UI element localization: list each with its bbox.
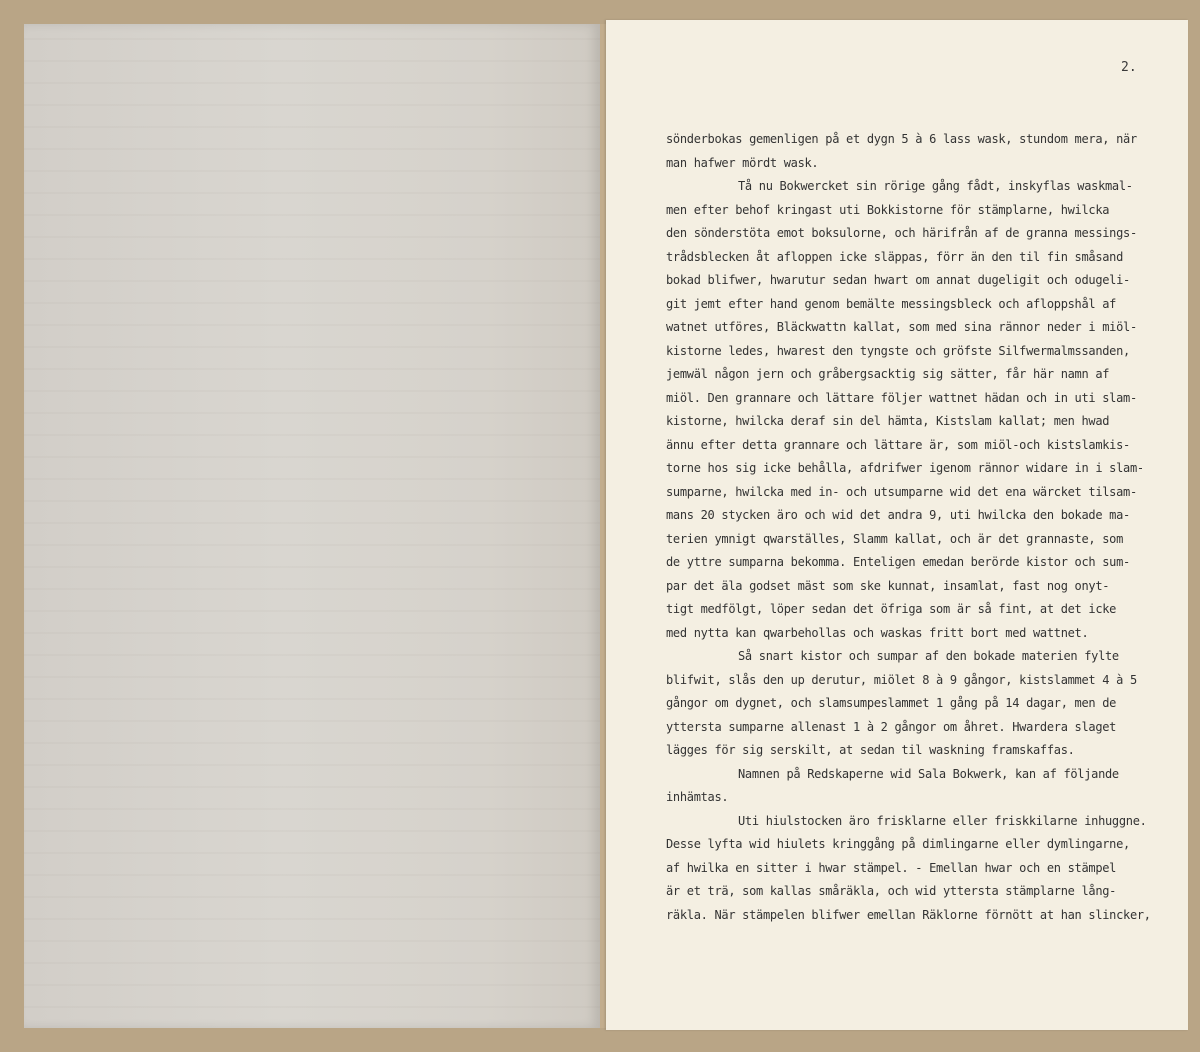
text-line: inhämtas. xyxy=(666,790,729,804)
text-line: men efter behof kringast uti Bokkistorne för stämplarne, hwilcka xyxy=(666,202,1110,217)
text-line: sönderbokas gemenligen på et dygn 5 à 6 lass wask, stundom mera, när xyxy=(666,132,1137,146)
text-line: ännu efter detta grannare och lättare är, som miöl-och kistslamkis- xyxy=(666,437,1130,452)
text-line: lägges för sig serskilt, at sedan til waskning framskaffas. xyxy=(666,743,1075,757)
text-line: terien ymnigt qwarställes, Slamm kallat, och är det grannaste, som xyxy=(666,531,1124,546)
text-line: yttersta sumparne allenast 1 à 2 gångor om åhret. Hwardera slaget xyxy=(666,719,1117,734)
text-line: tigt medfölgt, löper sedan det öfriga som är så fint, at det icke xyxy=(666,602,1117,616)
text-line: de yttre sumparna bekomma. Enteligen emedan berörde kistor och sum- xyxy=(666,555,1130,569)
text-line: Tå nu Bokwercket sin rörige gång fådt, inskyflas waskmal- xyxy=(738,179,1133,193)
text-line: blifwit, slås den up derutur, miölet 8 à 9 gångor, kistslammet 4 à 5 xyxy=(666,672,1137,687)
text-line: kistorne, hwilcka deraf sin del hämta, Kistslam kallat; men hwad xyxy=(666,414,1110,428)
text-line: mans 20 stycken äro och wid det andra 9, uti hwilcka den bokade ma- xyxy=(666,508,1130,522)
text-line: bokad blifwer, hwarutur sedan hwart om annat dugeligit och odugeli- xyxy=(666,273,1130,287)
text-line: af hwilka en sitter i hwar stämpel. - Emellan hwar och en stämpel xyxy=(666,860,1117,875)
page-number: 2. xyxy=(1121,60,1137,75)
text-line: med nytta kan qwarbehollas och waskas fritt bort med wattnet. xyxy=(666,625,1089,640)
text-line: torne hos sig icke behålla, afdrifwer igenom rännor widare in i slam- xyxy=(666,461,1144,475)
text-line: par det äla godset mäst som ske kunnat, insamlat, fast nog onyt- xyxy=(666,578,1110,593)
text-line: är et trä, som kallas småräkla, och wid yttersta stämplarne lång- xyxy=(666,884,1117,898)
text-line: git jemt efter hand genom bemälte messingsbleck och afloppshål af xyxy=(666,296,1117,311)
left-page-blank xyxy=(24,24,600,1028)
text-line: trådsblecken åt afloppen icke släppas, förr än den til fin småsand xyxy=(666,249,1124,264)
text-line: Namnen på Redskaperne wid Sala Bokwerk, kan af följande xyxy=(738,766,1119,781)
bleed-through-shadow xyxy=(24,24,600,1028)
text-line: Så snart kistor och sumpar af den bokade materien fylte xyxy=(738,649,1119,663)
text-line: kistorne ledes, hwarest den tyngste och gröfste Silfwermalmssanden, xyxy=(666,343,1130,358)
right-page xyxy=(606,20,1188,1030)
text-line: gångor om dygnet, och slamsumpeslammet 1 gång på 14 dagar, men de xyxy=(666,696,1117,710)
text-line: watnet utföres, Bläckwattn kallat, som med sina rännor neder i miöl- xyxy=(666,320,1137,334)
text-line: den sönderstöta emot boksulorne, och härifrån af de granna messings- xyxy=(666,226,1137,240)
text-line: man hafwer mördt wask. xyxy=(666,155,819,170)
text-line: jemwäl någon jern och gråbergsacktig sig sätter, får här namn af xyxy=(666,367,1110,381)
text-line: Uti hiulstocken äro frisklarne eller friskkilarne inhuggne. xyxy=(738,813,1147,828)
typed-body-text xyxy=(666,128,1178,927)
text-line: Desse lyfta wid hiulets kringgång på dimlingarne eller dymlingarne, xyxy=(666,837,1130,851)
text-line: sumparne, hwilcka med in- och utsumparne wid det ena wärcket tilsam- xyxy=(666,484,1137,499)
text-line: miöl. Den grannare och lättare följer wattnet hädan och in uti slam- xyxy=(666,390,1137,405)
text-line: räkla. När stämpelen blifwer emellan Räklorne förnött at han slincker, xyxy=(666,907,1151,922)
